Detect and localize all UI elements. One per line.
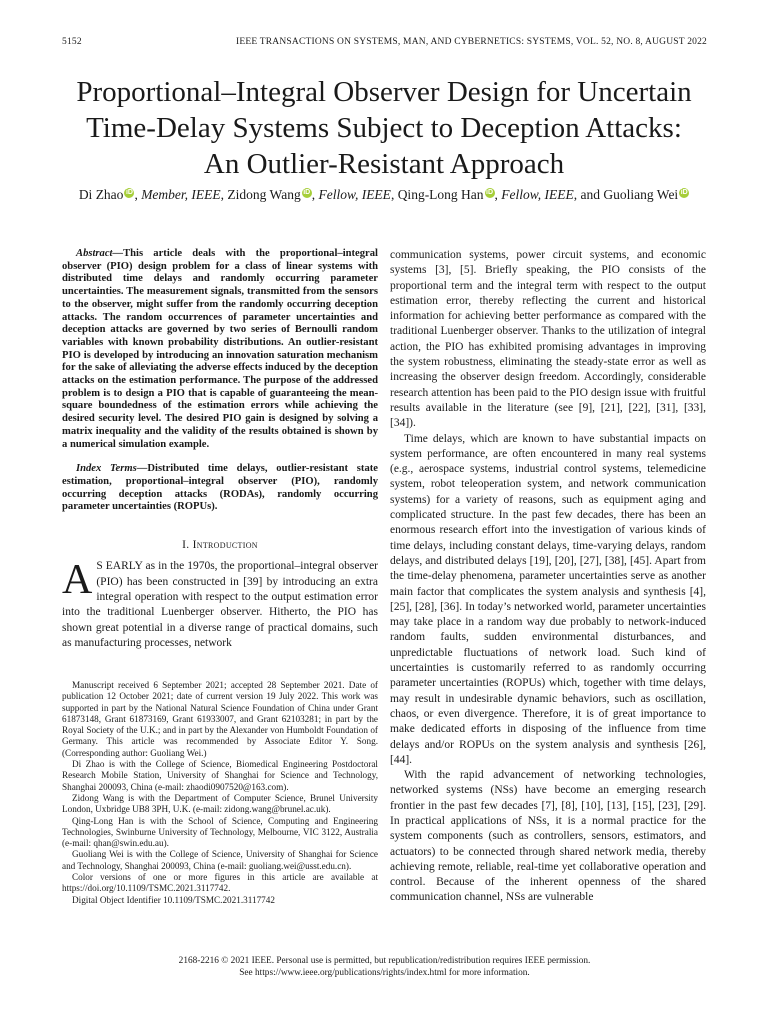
index-terms (62, 463, 378, 514)
footnote-affiliation: Zidong Wang is with the Department of Computer Science, Brunel University London, Uxbridge UB8 3PH, U.K. (e-mail: zidong.wang@brunel.ac.uk). (62, 792, 378, 815)
author-name: Guoliang Wei (603, 187, 679, 202)
author-list: Di Zhao iD , Member, IEEE, Zidong Wang iD , Fellow, IEEE, Qing-Long Han iD , Fellow, IEEE, and Guoliang Wei iD (78, 187, 688, 202)
author-role: Fellow, IEEE (501, 187, 574, 202)
author-name: Di Zhao (78, 187, 124, 202)
index-terms-label: Index Terms— (76, 463, 148, 475)
intro-paragraph (62, 559, 378, 651)
index-terms-text: Distributed time delays, outlier-resistant state estimation, proportional–integral observer (PIO), randomly occurring deception attacks (RODAs), randomly occurring parameter uncertainties (ROPUs). (62, 463, 378, 513)
copyright-line: 2168-2216 © 2021 IEEE. Personal use is permitted, but republication/redistribution requires IEEE permission. (178, 956, 591, 966)
footnote-affiliation: Di Zhao is with the College of Science, Biomedical Engineering Postdoctoral Research Mobile Station, University of Shanghai for Science and Technology, Shanghai 200093, China (e-mail: zhaodi0907520@163.com). (62, 759, 378, 792)
copyright-line: See https://www.ieee.org/publications/rights/index.html for more information. (239, 968, 530, 978)
orcid-icon[interactable]: iD (303, 188, 311, 196)
footnote-color-versions: Color versions of one or more figures in this article are available at https://doi.org/10.1109/TSMC.2021.3117742. (62, 872, 378, 894)
drop-cap: A (62, 557, 93, 604)
journal-name: IEEE TRANSACTIONS ON SYSTEMS, MAN, AND CYBERNETICS: SYSTEMS, VOL. 52, NO. 8, AUGUST 2022 (235, 37, 707, 47)
right-column (390, 248, 706, 906)
page-number: 5152 (62, 37, 82, 47)
author-role: Member, IEEE (141, 187, 221, 202)
section-title: Introduction (192, 539, 258, 552)
copyright-notice (62, 955, 707, 979)
title-line: Proportional–Integral Observer Design for Uncertain (76, 76, 692, 108)
paper-title (30, 74, 738, 182)
author-name: Qing-Long Han (397, 187, 484, 202)
title-line: Time-Delay Systems Subject to Deception Attacks: (86, 112, 682, 144)
abstract (62, 248, 378, 451)
left-column (62, 248, 378, 651)
footnote-manuscript: Manuscript received 6 September 2021; accepted 28 September 2021. Date of publication 12 October 2021; date of current version 19 July 2022. This work was supported in part by the National Natural Science Foundation of China under Grant 61873148, Grant 61873169, Grant 61933007, and Grant 62103281; in part by the Royal Society of the U.K.; and in part by the Alexander von Humboldt Foundation of Germany. This article was recommended by Associate Editor Y. Song. (Corresponding author: Guoliang Wei.) (62, 680, 378, 758)
footnote-affiliation: Guoliang Wei is with the College of Science, University of Shanghai for Science and Technology, Shanghai 200093, China (e-mail: guoliang.wei@usst.edu.cn). (62, 849, 378, 871)
title-line: An Outlier-Resistant Approach (203, 148, 565, 180)
body-paragraph: With the rapid advancement of networking technologies, networked systems (NSs) have become an emerging research frontier in the past few decades [7], [8], [10], [13], [15], [23], [29]. In practical applications of NSs, it is a normal practice for the system components (such as controllers, sensors, estimators, and actuators) to be connected through shared network media, thereby achieving remote, reliable, real-time yet collaborative operation and control. Because of the inherent openness of the shared communication channel, NSs are vulnerable (390, 769, 706, 904)
intro-text: S EARLY as in the 1970s, the proportional–integral observer (PIO) has been constructed in [39] by introducing an extra integral operation with respect to the output estimation error into the traditional Luenberger observer. Hitherto, the PIO has shown great potential in a diverse range of practical domains, such as manufacturing processes, network (62, 560, 378, 649)
author-name: Zidong Wang (227, 187, 301, 202)
footnotes (62, 680, 378, 906)
body-paragraph: communication systems, power circuit systems, and economic systems [3], [5]. Briefly speaking, the PIO consists of the proportional term and the integral term with respect to the output estimation error, thereby reflecting the current and historical information for achieving better performance as compared with the traditional Luenberger observer. Thanks to the utilization of integral action, the PIO has exhibited promising advantages in improving the system robustness, eliminating the steady-state error as well as increasing the observer design freedom. Accordingly, considerable research attention has been paid to the PIO design issue with fruitful results available in the literature (see [9], [21], [22], [31], [33], [34]). (390, 249, 706, 430)
section-heading (62, 538, 378, 553)
abstract-text: This article deals with the proportional–integral observer (PIO) design problem for a class of linear systems with distributed time delays and randomly occurring parameter uncertainties. The measurement signals, transmitted from the sensors to the observer, might suffer from the randomly occurring deception attacks. The random occurrences of parameter uncertainties and deception attacks are governed by two series of Bernoulli random variables with known probability distributions. An outlier-resistant PIO is developed by introducing an innovation saturation mechanism for the sake of alleviating the adverse effects induced by the deception attacks on the estimation performance. The purpose of the addressed problem is to design a PIO that is capable of guaranteeing the mean-square boundedness of the estimation errors while achieving the desired security level. The desired PIO gain is designed by solving a matrix inequality and the validity of the results obtained is shown by a numerical simulation example. (62, 248, 378, 450)
orcid-icon[interactable]: iD (125, 188, 133, 196)
footnote-affiliation: Qing-Long Han is with the School of Science, Computing and Engineering Technologies, Swinburne University of Technology, Melbourne, VIC 3122, Australia (e-mail: qhan@swin.edu.au). (62, 815, 378, 849)
author-role: Fellow, IEEE (318, 187, 391, 202)
orcid-icon[interactable]: iD (486, 188, 494, 196)
orcid-icon[interactable]: iD (680, 188, 688, 196)
footnote-doi: Digital Object Identifier 10.1109/TSMC.2021.3117742 (72, 894, 275, 905)
section-number: I. (182, 539, 190, 552)
abstract-label: Abstract— (76, 248, 124, 259)
body-paragraph: Time delays, which are known to have substantial impacts on system performance, are often encountered in many real systems (e.g., aerospace systems, industrial control systems, telemedicine system, robot teleoperation system, and network communication systems) for a variety of reasons, such as equipment aging and complicated structure. In the past few decades, there has been an enormous research effort into the investigation of various kinds of time delays, including constant delays, time-varying delays, random delays, and distributed delays [19], [20], [27], [38], [45]. Apart from the time-delay phenomena, parameter uncertainties serve as another main factor that complicates the system analysis and synthesis [4], [25], [28], [36]. In today’s networked world, parameter uncertainties may take place in a random way due probably to network-induced random faults, sudden environmental disturbances, and unpredictable fluctuations of network load. Such kind of uncertainties is customarily referred to as randomly occurring parameter uncertainties (ROPUs) which, together with time delays, may result in undesirable dynamic behaviors, such as oscillation, chaos, or even divergence. Therefore, it is of great importance to make dedicated efforts in disposing of the influence from time delays and/or ROPUs on the system analysis and synthesis [26], [44]. (390, 432, 706, 766)
